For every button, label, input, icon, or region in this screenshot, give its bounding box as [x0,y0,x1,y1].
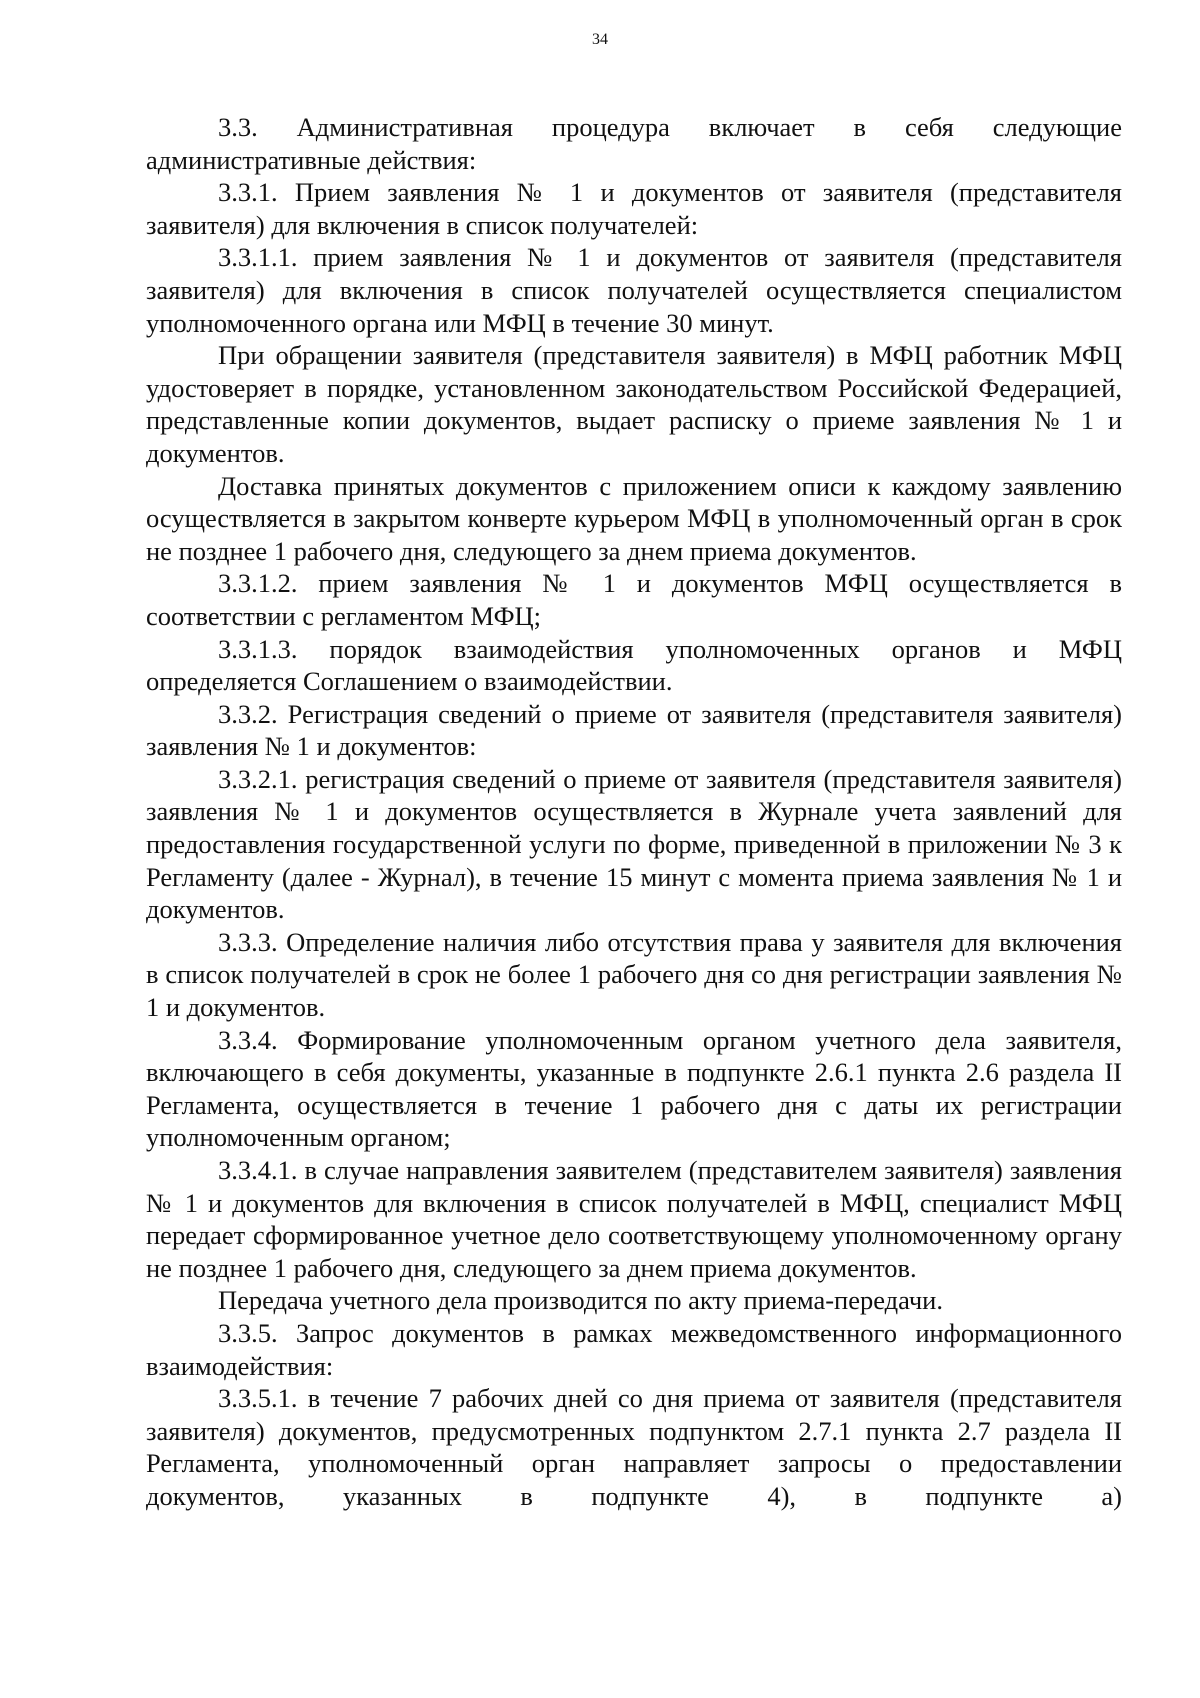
paragraph-3-3-5: 3.3.5. Запрос документов в рамках межведомственного информационного взаимодействия: [146,1317,1122,1381]
paragraph-3-3-1-1: 3.3.1.1. прием заявления № 1 и документов от заявителя (представителя заявителя) для включения в список получателей осуществляется специалистом уполномоченного органа или МФЦ в течение 30 минут. [146,242,1122,338]
page-number: 34 [592,31,608,48]
paragraph-mfc-appeal: При обращении заявителя (представителя заявителя) в МФЦ работник МФЦ удостоверяет в порядке, установленном законодательством Российской Федерацией, представленные копии документов, выдает расписку о приеме заявления № 1 и документов. [146,340,1122,468]
paragraph-3-3-4-1: 3.3.4.1. в случае направления заявителем (представителем заявителя) заявления № 1 и документов для включения в список получателей в МФЦ, специалист МФЦ передает сформированное учетное дело соответствующему уполномоченному органу не позднее 1 рабочего дня, следующего за днем приема документов. [146,1155,1122,1283]
document-body [146,111,1122,1513]
paragraph-3-3-4: 3.3.4. Формирование уполномоченным органом учетного дела заявителя, включающего в себя документы, указанные в подпункте 2.6.1 пункта 2.6 раздела II Регламента, осуществляется в течение 1 рабочего дня с даты их регистрации уполномоченным органом; [146,1024,1122,1153]
paragraph-file-transfer: Передача учетного дела производится по акту приема-передачи. [218,1285,943,1316]
paragraph-3-3-2: 3.3.2. Регистрация сведений о приеме от заявителя (представителя заявителя) заявления № 1 и документов: [146,698,1122,762]
paragraph-document-delivery: Доставка принятых документов с приложением описи к каждому заявлению осуществляется в закрытом конверте курьером МФЦ в уполномоченный орган в срок не позднее 1 рабочего дня, следующего за днем приема документов. [146,470,1122,566]
paragraph-3-3-3: 3.3.3. Определение наличия либо отсутствия права у заявителя для включения в список получателей в срок не более 1 рабочего дня со дня регистрации заявления № 1 и документов. [146,926,1122,1023]
paragraph-3-3-1-3: 3.3.1.3. порядок взаимодействия уполномоченных органов и МФЦ определяется Соглашением о взаимодействии. [146,633,1122,697]
paragraph-3-3-2-1: 3.3.2.1. регистрация сведений о приеме от заявителя (представителя заявителя) заявления № 1 и документов осуществляется в Журнале учета заявлений для предоставления государственной услуги по форме, приведенной в приложении № 3 к Регламенту (далее - Журнал), в течение 15 минут с момента приема заявления № 1 и документов. [146,763,1122,925]
paragraph-3-3-1-2: 3.3.1.2. прием заявления № 1 и документов МФЦ осуществляется в соответствии с регламентом МФЦ; [146,568,1122,631]
paragraph-3-3-1: 3.3.1. Прием заявления № 1 и документов от заявителя (представителя заявителя) для включения в список получателей: [146,177,1122,240]
paragraph-3-3: 3.3. Административная процедура включает в себя следующие административные действия: [146,112,1122,175]
paragraph-3-3-5-1: 3.3.5.1. в течение 7 рабочих дней со дня приема от заявителя (представителя заявителя) документов, предусмотренных подпунктом 2.7.1 пункта 2.7 раздела II Регламента, уполномоченный орган направляет запросы о предоставлении документов, указанных в подпункте 4), в подпункте а) [146,1383,1122,1511]
